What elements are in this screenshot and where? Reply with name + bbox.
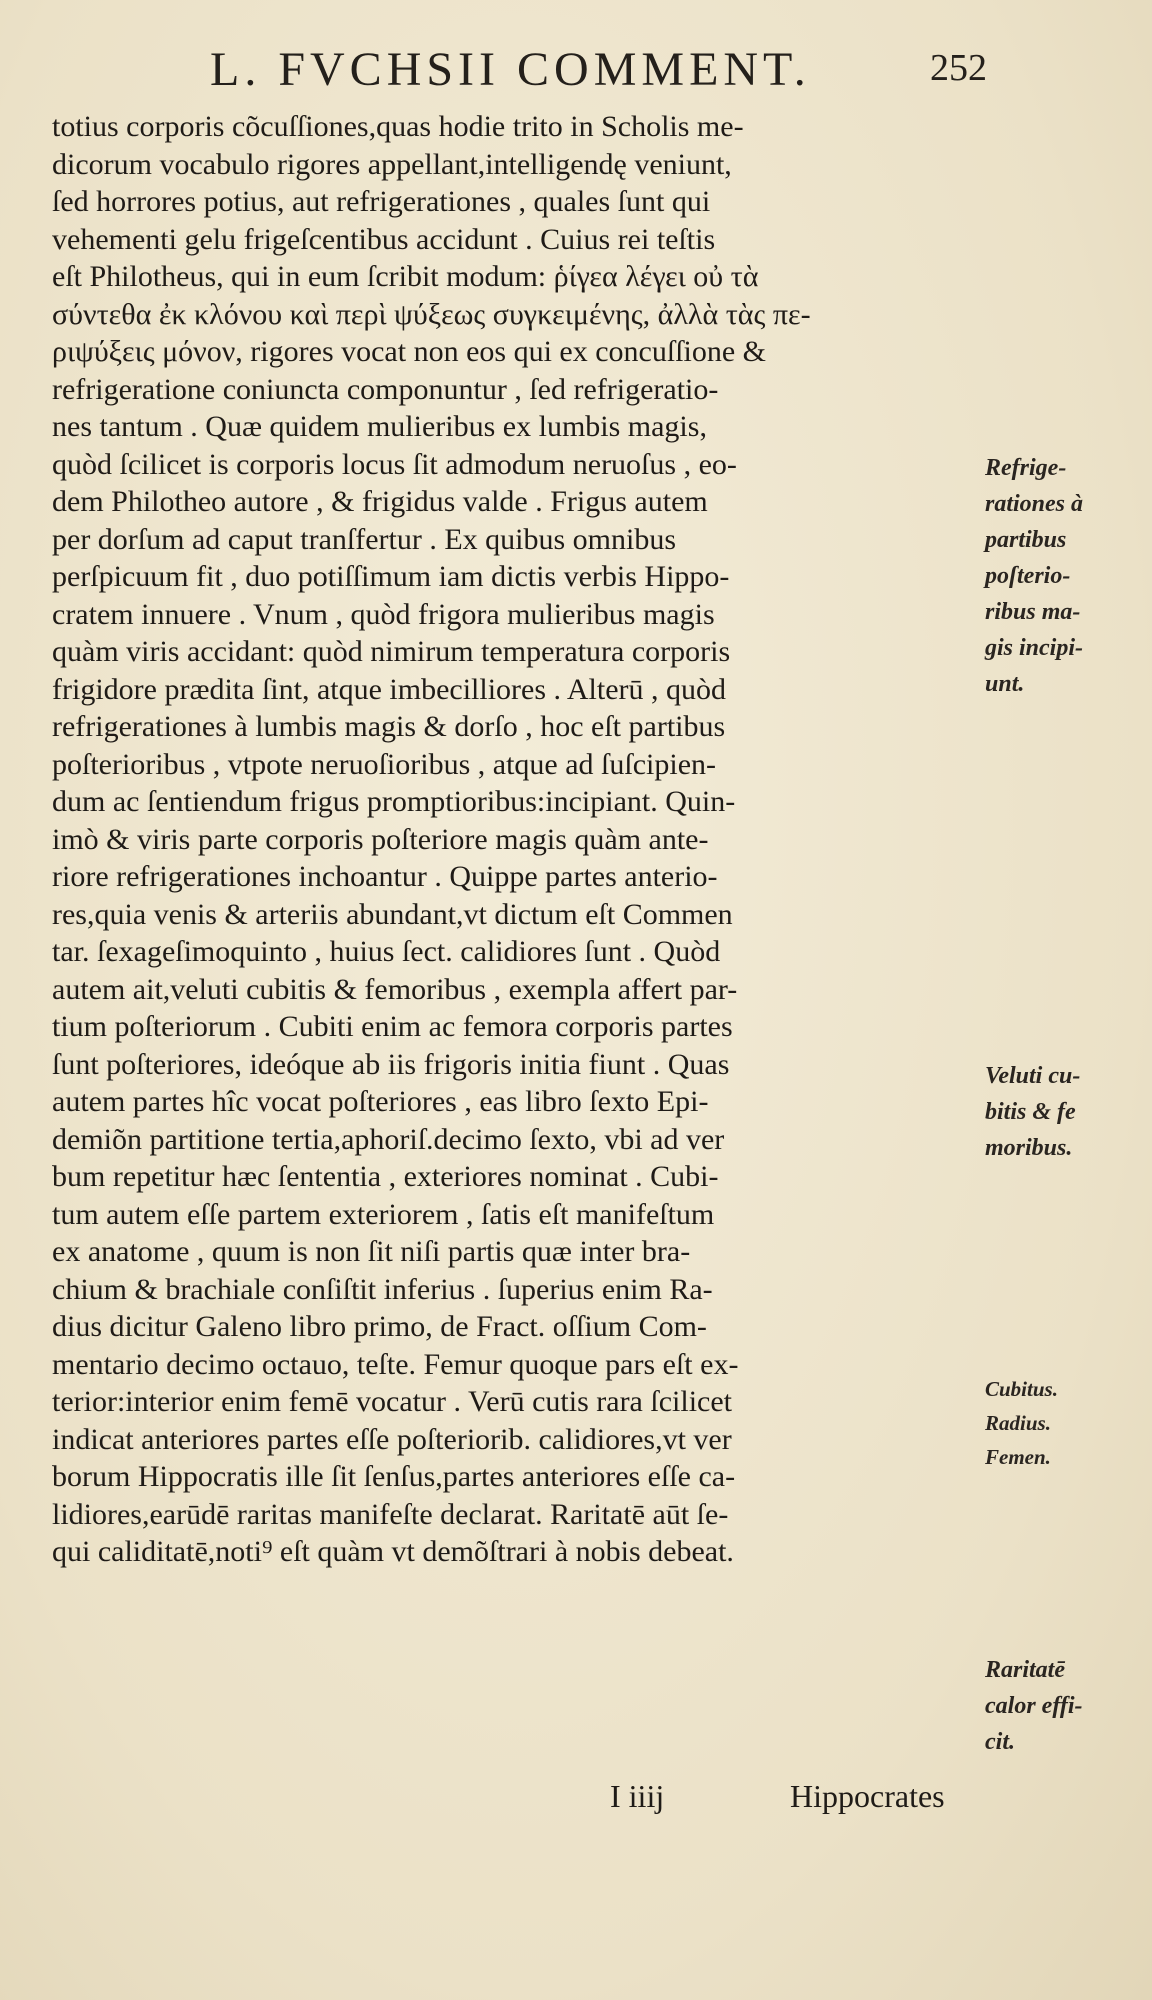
text-line: mentario decimo octauo, teſte. Femur quoque pars eſt ex-	[52, 1347, 739, 1381]
marginal-note-refrigerationes	[985, 450, 1150, 702]
marginal-note-line: Raritatē	[985, 1657, 1066, 1683]
marginal-note-line: cit.	[985, 1729, 1015, 1755]
text-line: demiõn partitione tertia,aphoriſ.decimo ſexto, vbi ad ver	[52, 1122, 725, 1156]
marginal-note-line: Veluti cu-	[985, 1063, 1081, 1089]
marginal-note-line: bitis & fe	[985, 1099, 1076, 1125]
text-line: imò & viris parte corporis poſteriore magis quàm ante-	[52, 822, 709, 856]
text-line: poſterioribus , vtpote neruoſioribus , atque ad ſuſcipien-	[52, 747, 717, 781]
text-line: res,quia venis & arteriis abundant,vt dictum eſt Commen	[52, 897, 733, 931]
running-head: L. FVCHSII COMMENT.	[210, 43, 811, 96]
marginal-note-line: moribus.	[985, 1135, 1073, 1161]
text-line: refrigerationes à lumbis magis & dorſo , hoc eſt partibus	[52, 710, 726, 743]
marginal-note-cubitus-radius	[985, 1372, 1150, 1474]
text-line: dicorum vocabulo rigores appellant,intelligendę veniunt,	[52, 147, 732, 181]
marginal-note-line: rationes à	[985, 491, 1084, 517]
catchword: Hippocrates	[790, 1778, 945, 1814]
text-line: ex anatome , quum is non ſit niſi partis quæ inter bra-	[52, 1235, 691, 1268]
marginal-note-raritatem	[985, 1652, 1150, 1760]
text-line: vehementi gelu frigeſcentibus accidunt . Cuius rei teſtis	[52, 222, 716, 256]
text-line: riore refrigerationes inchoantur . Quippe partes anterio-	[52, 860, 718, 893]
marginal-note-line: ribus ma-	[985, 599, 1081, 625]
text-line: tum autem eſſe partem exteriorem , ſatis eſt manifeſtum	[52, 1197, 715, 1231]
marginal-note-line: Cubitus.	[985, 1377, 1058, 1401]
text-line: lidiores,earūdē raritas manifeſte declarat. Raritatē aūt ſe-	[52, 1497, 729, 1531]
marginal-note-line: Refrige-	[985, 455, 1067, 481]
marginal-note-line: gis incipi-	[985, 635, 1084, 661]
text-line: chium & brachiale conſiſtit inferius . ſuperius enim Ra-	[52, 1272, 713, 1306]
main-text-block	[52, 108, 982, 1571]
marginal-note-line: poſterio-	[985, 563, 1071, 589]
text-line: nes tantum . Quæ quidem mulieribus ex lumbis magis,	[52, 410, 707, 443]
marginal-note-line: Femen.	[985, 1445, 1051, 1469]
text-line: indicat anteriores partes eſſe poſteriorib. calidiores,vt ver	[52, 1422, 732, 1456]
text-line: tium poſteriorum . Cubiti enim ac femora corporis partes	[52, 1010, 733, 1043]
text-line: qui caliditatē,noti⁹ eſt quàm vt demõſtrari à nobis debeat.	[52, 1535, 734, 1568]
text-line: σύντεθα ἐκ κλόνου καὶ περὶ ψύξεως συγκειμένης, ἀλλὰ τὰς πε-	[52, 297, 811, 331]
text-line: bum repetitur hæc ſententia , exteriores nominat . Cubi-	[52, 1160, 719, 1193]
text-line: ριψύξεις μόνον, rigores vocat non eos qui ex concuſſione &	[52, 335, 767, 368]
text-line: ſed horrores potius, aut refrigerationes , quales ſunt qui	[52, 185, 711, 218]
marginal-note-veluti-cubitis	[985, 1058, 1150, 1166]
text-line: totius corporis cõcuſſiones,quas hodie trito in Scholis me-	[52, 110, 744, 143]
text-line: dius dicitur Galeno libro primo, de Fract. oſſium Com-	[52, 1310, 707, 1343]
text-line: ſunt poſteriores, ideóque ab iis frigoris initia fiunt . Quas	[52, 1047, 730, 1081]
text-line: eſt Philotheus, qui in eum ſcribit modum: ῥίγεα λέγει οὐ τὰ	[52, 260, 759, 293]
page-header	[0, 38, 1152, 108]
text-line: borum Hippocratis ille ſit ſenſus,partes anteriores eſſe ca-	[52, 1460, 736, 1493]
signature-mark: I iiij	[610, 1778, 665, 1814]
marginal-note-line: Radius.	[985, 1411, 1051, 1435]
marginal-note-line: unt.	[985, 671, 1025, 697]
marginal-note-line: calor effi-	[985, 1693, 1083, 1719]
text-line: quàm viris accidant: quòd nimirum temperatura corporis	[52, 635, 731, 668]
text-line: dum ac ſentiendum frigus promptioribus:incipiant. Quin-	[52, 785, 736, 818]
text-line: perſpicuum fit , duo potiſſimum iam dictis verbis Hippo-	[52, 560, 730, 593]
text-line: cratem innuere . Vnum , quòd frigora mulieribus magis	[52, 597, 715, 631]
text-line: refrigeratione coniuncta componuntur , ſed refrigeratio-	[52, 372, 719, 406]
text-line: terior:interior enim femē vocatur . Verū cutis rara ſcilicet	[52, 1385, 732, 1418]
text-line: per dorſum ad caput tranſfertur . Ex quibus omnibus	[52, 522, 677, 556]
page-number: 252	[930, 47, 987, 89]
text-line: frigidore prædita ſint, atque imbecilliores . Alterū , quòd	[52, 672, 727, 706]
text-line: autem ait,veluti cubitis & femoribus , exempla affert par-	[52, 972, 738, 1006]
text-line: quòd ſcilicet is corporis locus ſit admodum neruoſus , eo-	[52, 447, 737, 481]
marginal-note-line: partibus	[985, 527, 1067, 553]
text-line: dem Philotheo autore , & frigidus valde . Frigus autem	[52, 485, 708, 518]
text-line: tar. ſexageſimoquinto , huius ſect. calidiores ſunt . Quòd	[52, 935, 721, 968]
text-line: autem partes hîc vocat poſteriores , eas libro ſexto Epi-	[52, 1085, 709, 1118]
